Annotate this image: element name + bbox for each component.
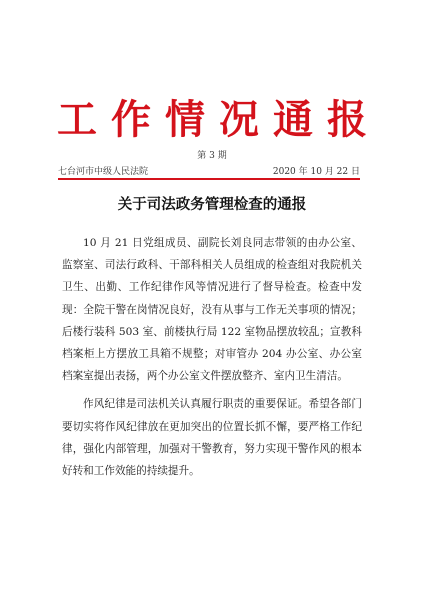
- document-title: 关于司法政务管理检查的通报: [117, 196, 307, 213]
- issuing-organization: 七台河市中级人民法院: [58, 167, 149, 177]
- masthead-title: 工作情况通报: [57, 97, 381, 143]
- document-body: [62, 232, 362, 488]
- body-paragraph: 作风纪律是司法机关认真履行职责的重要保证。希望各部门要切实将作风纪律放在更加突出的位置长抓不懈，要严格工作纪律，强化内部管理，加强对干警教育，努力实现干警作风的根本好转和工作效能的持续提升。: [62, 398, 362, 478]
- issue-date: 2020 年 10 月 22 日: [272, 167, 360, 177]
- issue-number: 第 3 期: [197, 151, 227, 161]
- red-divider: [58, 178, 360, 180]
- body-paragraph: 10 月 21 日党组成员、副院长刘良同志带领的由办公室、监察室、司法行政科、干部科相关人员组成的检查组对我院机关卫生、出勤、工作纪律作风等情况进行了督导检查。检查中发现：全院干警在岗情况良好，没有从事与工作无关事项的情况；后楼行装科 503 室、前楼执行局 122 室物品摆放较乱；宣教科档案柜上方摆放工具箱不规整；对审管办 204 办公室、办公室档案室提出表扬，两个办公室文件摆放整齐、室内卫生清洁。: [62, 237, 362, 383]
